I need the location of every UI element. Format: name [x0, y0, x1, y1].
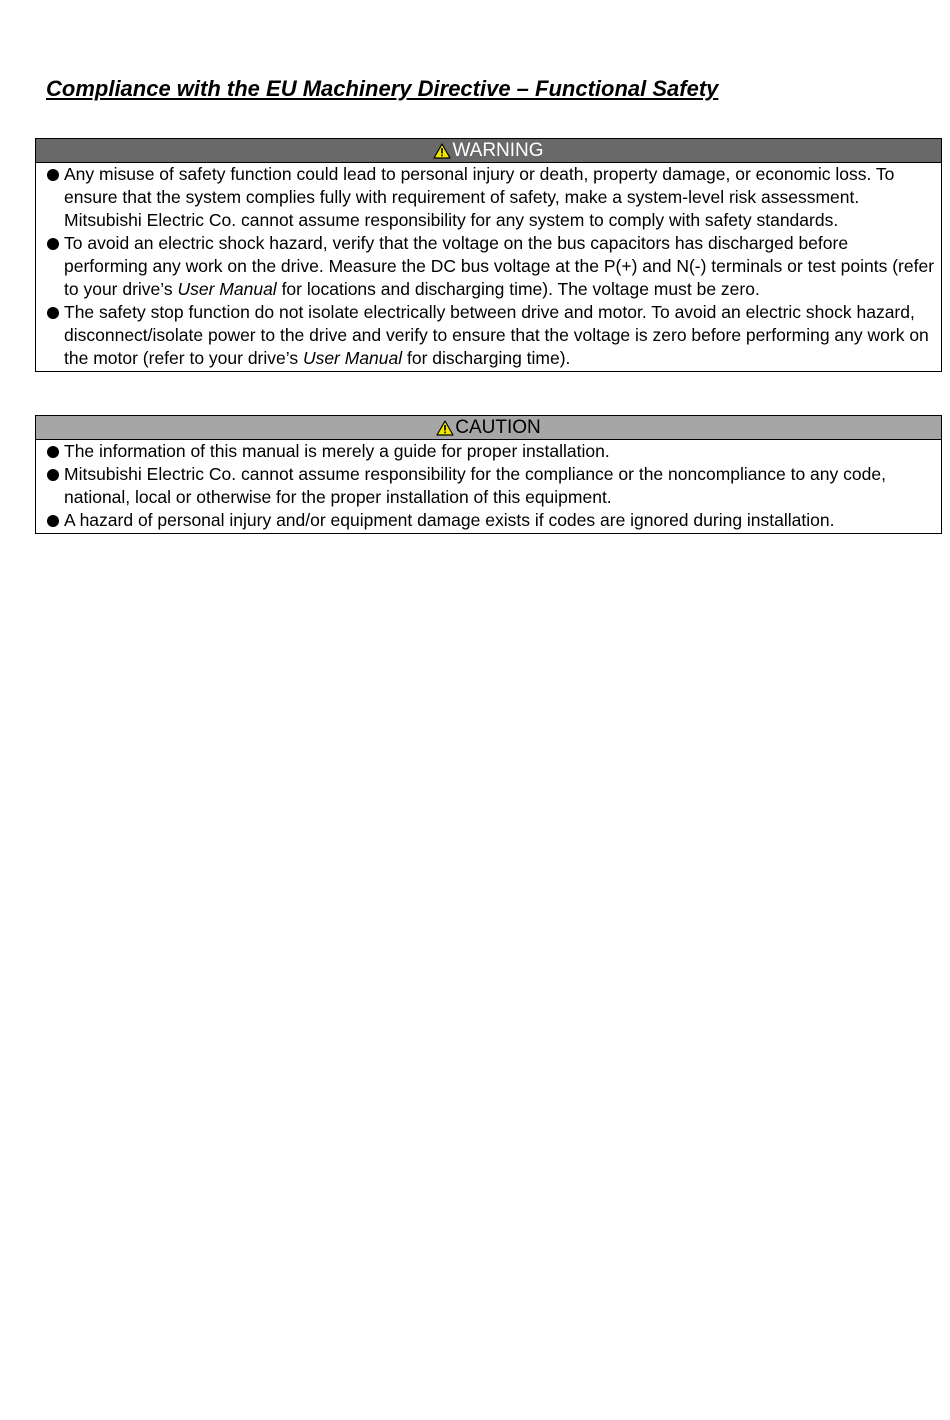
caution-item-text: Mitsubishi Electric Co. cannot assume responsibility for the compliance or the noncompliance to any code, national, local or otherwise for the proper installation of this equipment. [64, 464, 886, 507]
bullet-icon [47, 515, 59, 527]
warning-item [36, 232, 935, 301]
warning-item-text-after: for discharging time). [402, 348, 571, 368]
bullet-icon [47, 169, 59, 181]
warning-item [36, 301, 935, 370]
warning-triangle-icon [436, 420, 454, 436]
warning-box [35, 138, 942, 372]
bullet-icon [47, 238, 59, 250]
warning-item-emphasis: User Manual [177, 279, 277, 299]
warning-item-text-after: for locations and discharging time). The voltage must be zero. [276, 279, 760, 299]
bullet-icon [47, 307, 59, 319]
bullet-icon [47, 469, 59, 481]
warning-header [36, 139, 941, 163]
warning-item-text: Any misuse of safety function could lead to personal injury or death, property damage, or economic loss. To ensure that the system complies fully with requirement of safety, make a system-level risk assessment. Mitsubishi Electric Co. cannot assume responsibility for any system to comply with safety standards. [64, 164, 895, 230]
caution-label: CAUTION [455, 417, 541, 438]
warning-item-emphasis: User Manual [302, 348, 403, 368]
warning-item [36, 163, 935, 232]
warning-triangle-icon [433, 143, 451, 159]
caution-item [36, 463, 935, 509]
caution-item-text: The information of this manual is merely a guide for proper installation. [64, 441, 610, 461]
warning-label: WARNING [452, 140, 544, 161]
warning-list [36, 163, 941, 371]
caution-box [35, 415, 942, 534]
warning-item-text-before: To avoid an electric shock hazard, verify that the voltage on the bus capacitors has discharged before performing any work on the drive. Measure the DC bus voltage at the P(+) and N(-) terminals or test points (refer to your drive’s [64, 233, 935, 299]
caution-item [36, 440, 935, 463]
page-title: Compliance with the EU Machinery Directive – Functional Safety [46, 76, 719, 101]
caution-item-text: A hazard of personal injury and/or equipment damage exists if codes are ignored during installation. [64, 510, 835, 530]
caution-list [36, 440, 941, 533]
caution-item [36, 509, 935, 532]
bullet-icon [47, 446, 59, 458]
caution-header [36, 416, 941, 440]
warning-item-text-before: The safety stop function do not isolate electrically between drive and motor. To avoid an electric shock hazard, disconnect/isolate power to the drive and verify to ensure that the voltage is zero before performing any work on the motor (refer to your drive’s [64, 302, 929, 368]
